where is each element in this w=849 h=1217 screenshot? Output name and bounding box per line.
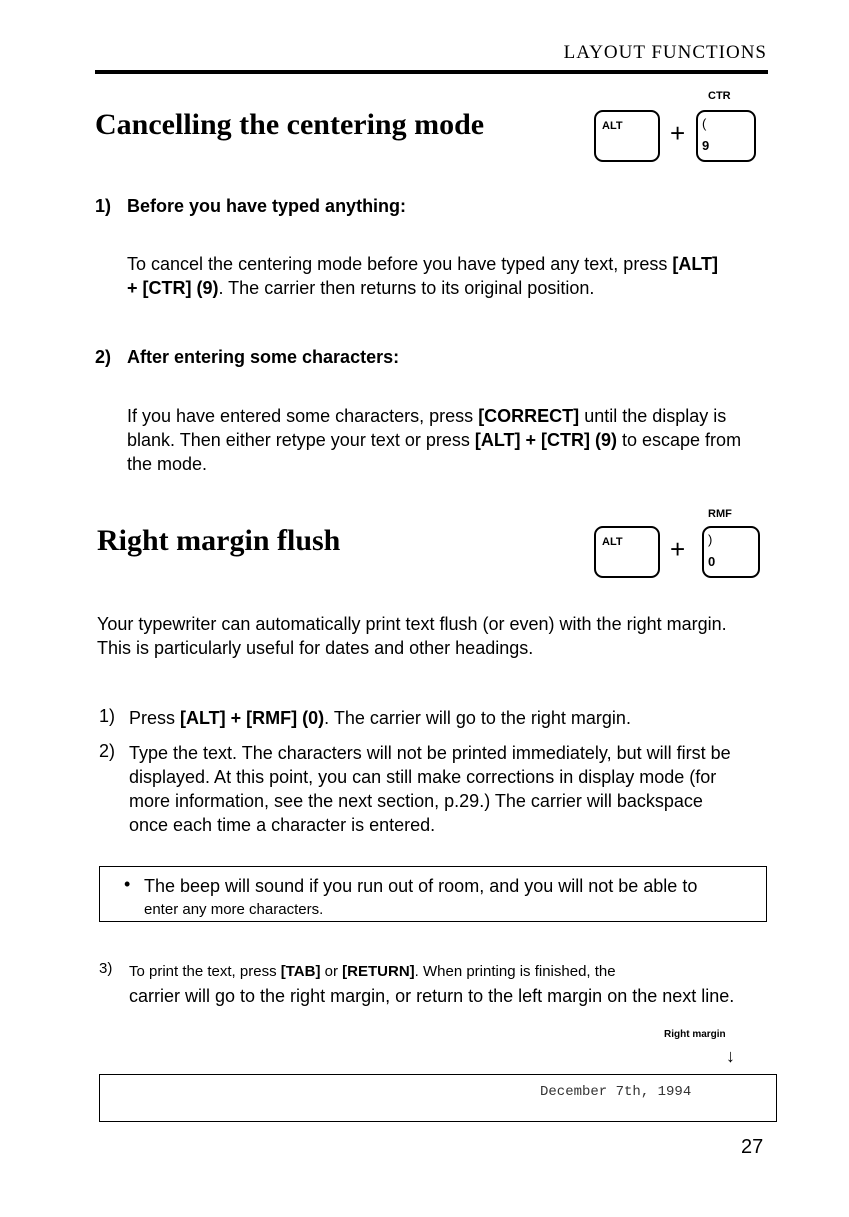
text-segment: once each time a character is entered. [129, 815, 436, 835]
text-segment: blank. Then either retype your text or press [127, 430, 475, 450]
rmf-step3-number: 3) [99, 960, 113, 977]
section-title-right-margin-flush: Right margin flush [97, 524, 341, 557]
arrow-down-icon: ↓ [726, 1046, 735, 1066]
alt-key-label: ALT [602, 120, 623, 132]
note-bullet: • [124, 874, 131, 894]
step1-text [127, 252, 777, 300]
alt-key-icon [594, 110, 660, 162]
ctr-key-icon [696, 110, 756, 162]
text-segment: or [320, 963, 343, 980]
rmf-key-icon [702, 526, 760, 578]
key-ref: [RETURN] [342, 963, 415, 980]
plus-sign: + [670, 534, 686, 564]
text-segment: . When printing is finished, the [414, 963, 616, 980]
key-ref: + [127, 278, 143, 298]
text-segment: to escape from [617, 430, 742, 450]
text-segment: Press [129, 708, 181, 728]
step1-number: 1) [95, 196, 112, 216]
text-segment: This is particularly useful for dates and other headings. [97, 638, 534, 658]
right-margin-label: Right margin [664, 1029, 726, 1040]
alt-key-icon [594, 526, 660, 578]
key-ref: [ALT] [672, 254, 718, 274]
text-segment: To cancel the centering mode before you have typed any text, press [127, 254, 673, 274]
key-ref: [ALT] + [CTR] (9) [474, 430, 617, 450]
plus-sign: + [670, 118, 686, 148]
section-title-cancel-centering: Cancelling the centering mode [95, 108, 485, 141]
running-header: LAYOUT FUNCTIONS [563, 42, 767, 63]
ctr-key-top: ( [702, 116, 707, 131]
print-demo-text: December 7th, 1994 [540, 1084, 692, 1100]
rmf-step3-text [129, 960, 779, 1008]
rmf-step2-number: 2) [99, 741, 116, 761]
step2-heading: After entering some characters: [127, 347, 400, 367]
alt-key-label: ALT [602, 536, 623, 548]
key-ref: [CORRECT] [478, 406, 580, 426]
text-segment: more information, see the next section, p.29.) The carrier will backspace [129, 791, 703, 811]
rmf-step1-number: 1) [99, 706, 116, 726]
note-text [144, 874, 760, 922]
text-segment: If you have entered some characters, press [127, 406, 479, 426]
text-segment: . The carrier will go to the right margin. [324, 708, 631, 728]
ctr-key-bottom: 9 [702, 138, 710, 153]
header-rule [95, 70, 768, 74]
key-ref: [CTR] (9) [142, 278, 219, 298]
step2-text [127, 404, 777, 476]
rmf-key-caption: RMF [708, 508, 732, 520]
text-segment: until the display is [579, 406, 727, 426]
text-segment: To print the text, press [129, 963, 281, 980]
ctr-key-caption: CTR [708, 90, 731, 102]
step1-heading: Before you have typed anything: [127, 196, 407, 216]
text-segment: enter any more characters. [144, 901, 324, 918]
text-segment: The beep will sound if you run out of room, and you will not be able to [144, 876, 698, 896]
text-segment: the mode. [127, 454, 208, 474]
text-segment: Your typewriter can automatically print text flush (or even) with the right margin. [97, 614, 727, 634]
text-segment: Type the text. The characters will not be printed immediately, but will first be [129, 743, 731, 763]
rmf-key-top: ) [708, 532, 713, 547]
text-segment: . The carrier then returns to its original position. [218, 278, 595, 298]
key-ref: [ALT] + [RMF] (0) [180, 708, 325, 728]
rmf-step1-text [129, 706, 779, 730]
key-combo-alt-ctr [594, 88, 774, 188]
section2-intro [97, 612, 777, 660]
rmf-step2-text [129, 741, 779, 837]
rmf-key-bottom: 0 [708, 554, 716, 569]
page-number: 27 [741, 1136, 764, 1158]
text-segment: displayed. At this point, you can still make corrections in display mode (for [129, 767, 717, 787]
key-combo-alt-rmf [594, 508, 774, 608]
key-ref: [TAB] [280, 963, 321, 980]
step2-number: 2) [95, 347, 112, 367]
text-segment: carrier will go to the right margin, or return to the left margin on the next line. [129, 986, 735, 1006]
